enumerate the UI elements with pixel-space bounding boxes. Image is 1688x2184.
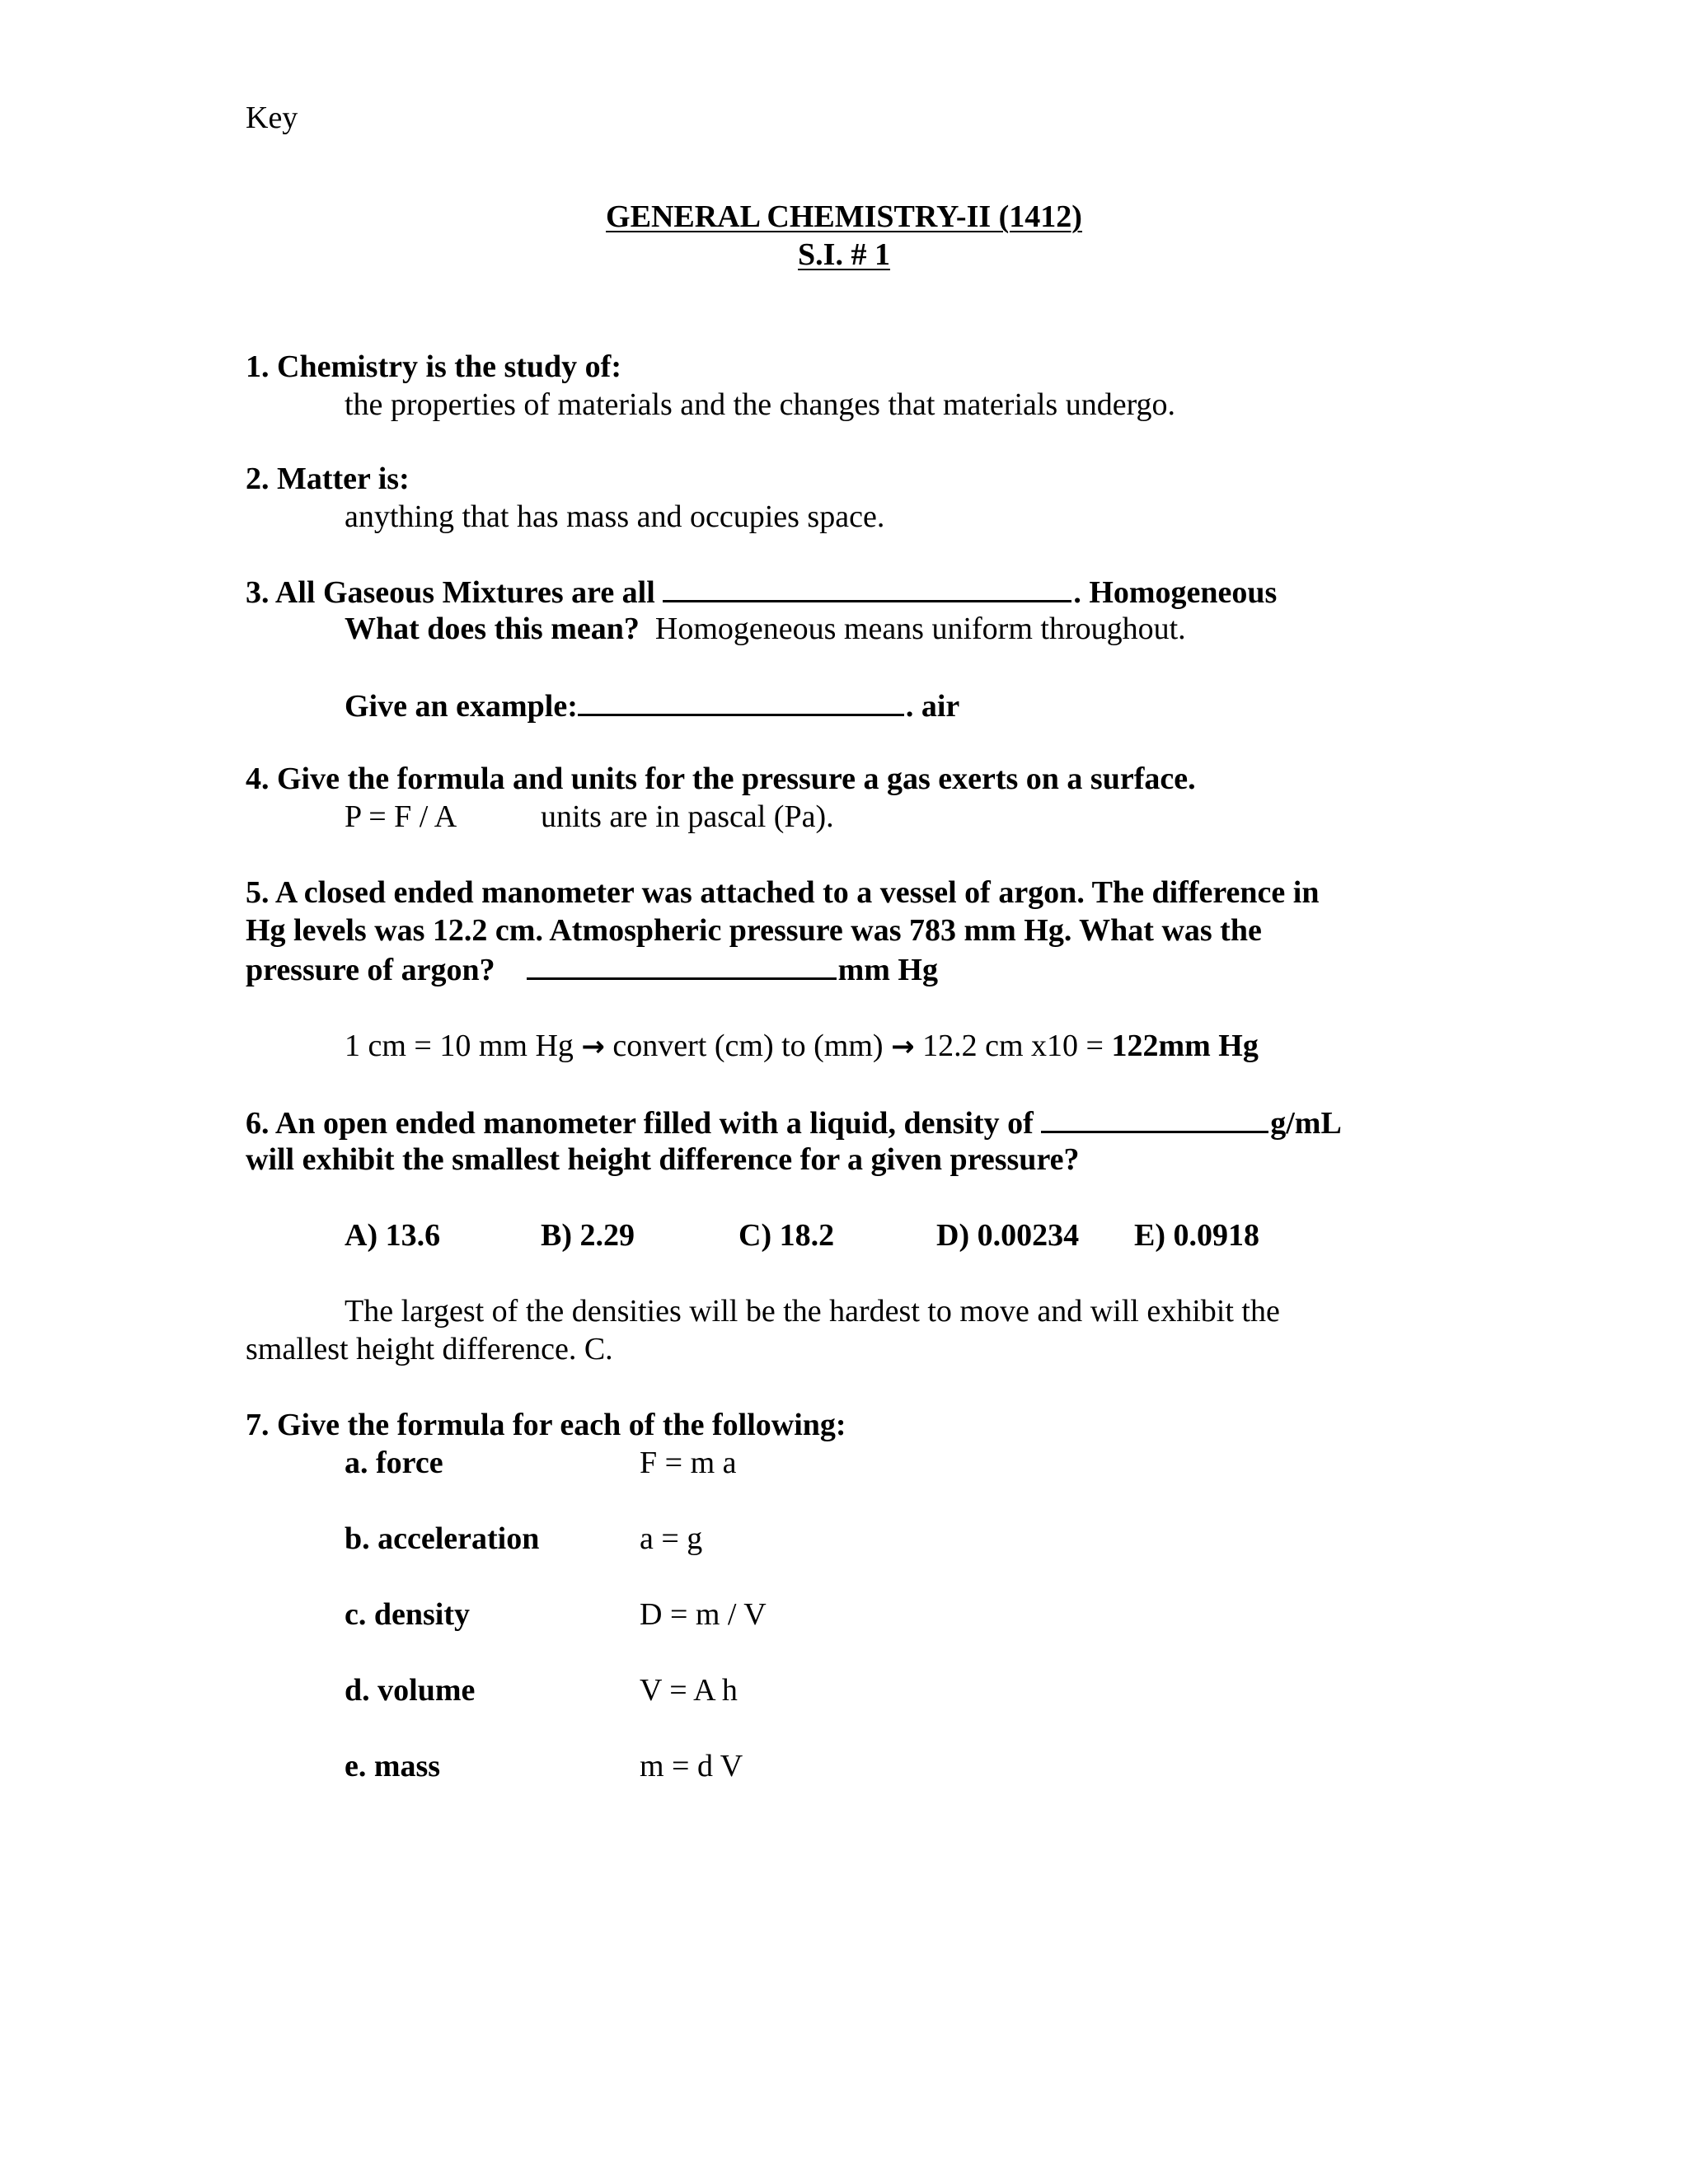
q7-item-formula: a = g [640, 1521, 703, 1556]
q5-work-c: 12.2 cm x10 = [922, 1029, 1104, 1063]
q6-explanation-line-1: The largest of the densities will be the hardest to move and will exhibit the [345, 1294, 1280, 1329]
q6-answer-blank [1041, 1103, 1268, 1133]
q6-line-1-text: 6. An open ended manometer filled with a liquid, density of [246, 1106, 1042, 1141]
q7-question: 7. Give the formula for each of the following: [246, 1408, 846, 1442]
q7-item-formula: F = m a [640, 1446, 737, 1480]
q3-example-blank [578, 686, 904, 716]
q2-answer: anything that has mass and occupies space. [345, 499, 885, 534]
title-line-2: S.I. # 1 [798, 237, 890, 272]
q3-question-text: 3. All Gaseous Mixtures are all [246, 575, 663, 610]
q3-answer-blank [663, 572, 1071, 602]
q7-item-label: e. mass [345, 1749, 441, 1783]
q7-item-label: a. force [345, 1446, 443, 1480]
title-line-1: GENERAL CHEMISTRY-II (1412) [606, 199, 1082, 234]
q2-question: 2. Matter is: [246, 462, 410, 496]
q7-item-label: c. density [345, 1597, 470, 1632]
q4-formula: P = F / A [345, 799, 457, 834]
key-label: Key [246, 101, 298, 135]
q5-units: mm Hg [837, 953, 938, 987]
q6-option-d: D) 0.00234 [936, 1218, 1080, 1253]
q6-option-a: A) 13.6 [345, 1218, 441, 1253]
q6-option-b: B) 2.29 [541, 1218, 635, 1253]
q3-question [246, 572, 1277, 612]
q7-item-formula: D = m / V [640, 1597, 767, 1632]
q5-work-b: convert (cm) to (mm) [612, 1029, 884, 1063]
q3-meaning [345, 610, 1186, 648]
q5-work-a: 1 cm = 10 mm Hg [345, 1029, 574, 1063]
q6-line-1 [246, 1103, 1342, 1142]
q3-meaning-answer: Homogeneous means uniform throughout. [654, 612, 1186, 646]
q5-line-1: 5. A closed ended manometer was attached to a vessel of argon. The difference in [246, 875, 1320, 910]
right-arrow-icon: → [891, 1030, 915, 1063]
q6-option-c: C) 18.2 [738, 1218, 835, 1253]
q4-units: units are in pascal (Pa). [541, 799, 834, 834]
page-title [0, 198, 1688, 236]
q3-example-prompt: Give an example: [345, 689, 578, 724]
q6-line-2: will exhibit the smallest height difference for a given pressure? [246, 1142, 1080, 1177]
q7-item-label: b. acceleration [345, 1521, 540, 1556]
q6-units: g/mL [1270, 1106, 1342, 1141]
q5-work-answer: 122mm Hg [1111, 1029, 1259, 1063]
q6-explanation-line-2: smallest height difference. C. [246, 1332, 613, 1366]
right-arrow-icon: → [581, 1030, 605, 1063]
q3-example-answer: . air [905, 689, 960, 724]
q7-item-formula: m = d V [640, 1749, 743, 1783]
q5-line-2: Hg levels was 12.2 cm. Atmospheric pressure was 783 mm Hg. What was the [246, 913, 1262, 948]
q1-question: 1. Chemistry is the study of: [246, 349, 621, 384]
q5-line-3-text: pressure of argon? [246, 953, 495, 987]
q1-answer: the properties of materials and the changes that materials undergo. [345, 387, 1176, 422]
q5-work [345, 1027, 1259, 1066]
q3-meaning-prompt: What does this mean? [345, 612, 640, 646]
q4-question: 4. Give the formula and units for the pressure a gas exerts on a surface. [246, 762, 1196, 796]
q3-example [345, 686, 959, 725]
q5-answer-blank [527, 949, 837, 980]
q3-answer: . Homogeneous [1073, 575, 1278, 610]
q6-option-e: E) 0.0918 [1134, 1218, 1259, 1253]
q5-line-3 [246, 949, 938, 989]
page-subtitle [0, 236, 1688, 274]
q7-item-formula: V = A h [640, 1673, 738, 1708]
q7-item-label: d. volume [345, 1673, 476, 1708]
